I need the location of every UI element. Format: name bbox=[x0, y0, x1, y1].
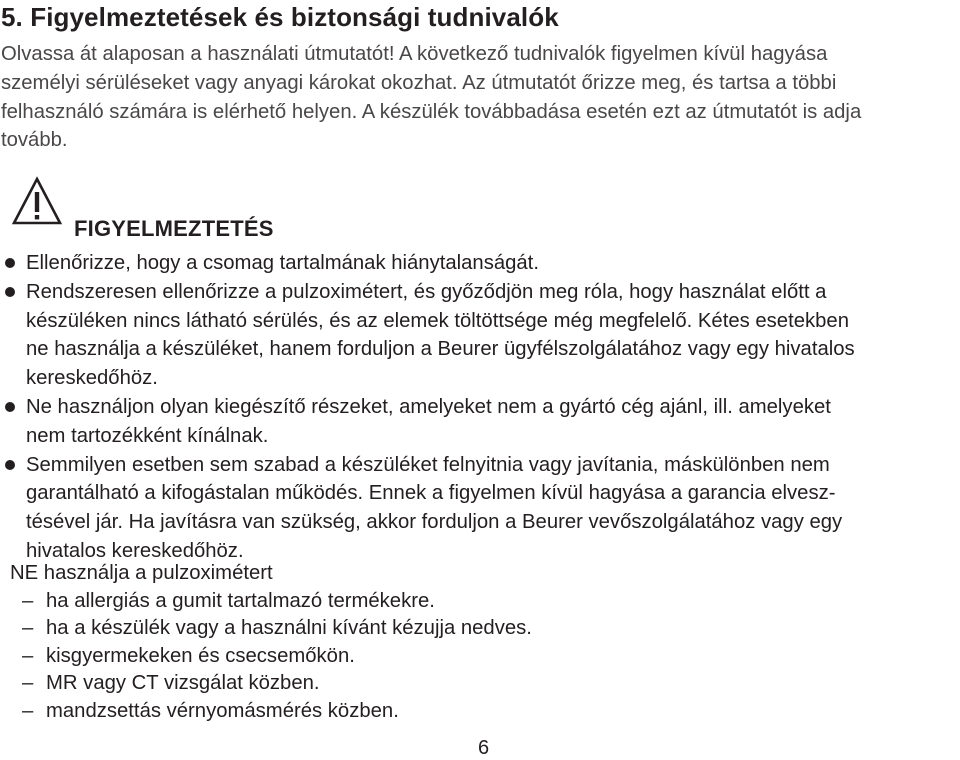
intro-line: Olvassa át alaposan a használati útmutatót! A következő tudnivalók figyelmen kívül hagyása bbox=[1, 43, 828, 65]
bullet-line: nem tartozékként kínálnak. bbox=[26, 424, 269, 447]
dash-list-text: mandzsettás vérnyomásmérés közben. bbox=[46, 699, 399, 722]
bullet-line: Semmilyen esetben sem szabad a készüléket felnyitnia vagy javítania, máskülönben nem bbox=[26, 453, 830, 476]
do-not-use-title: NE használja a pulzoximétert bbox=[10, 562, 273, 584]
bullet-line: Ne használjon olyan kiegészítő részeket, amelyeket nem a gyártó cég ajánl, ill. amelyeket bbox=[26, 395, 831, 418]
intro-line: tovább. bbox=[1, 129, 68, 152]
bullet-line: kereskedőhöz. bbox=[26, 367, 158, 390]
list-item bbox=[0, 249, 960, 278]
bullet-line: Ellenőrizze, hogy a csomag tartalmának hiánytalanságát. bbox=[26, 252, 539, 274]
intro-line: személyi sérüléseket vagy anyagi károkat okozhat. Az útmutatót őrizze meg, és tartsa a többi bbox=[1, 71, 837, 94]
bullet-line: tésével jár. Ha javításra van szükség, akkor forduljon a Beurer vevőszolgálatához vagy egy bbox=[26, 511, 843, 534]
intro-paragraph bbox=[1, 40, 951, 155]
dash-list-text: ha a készülék vagy a használni kívánt kézujja nedves. bbox=[46, 617, 532, 640]
dash-icon: – bbox=[22, 672, 34, 695]
bullet-line: ne használja a készüléket, hanem forduljon a Beurer ügyfélszolgálatához vagy egy hivatalos bbox=[26, 338, 855, 361]
section-heading: 5. Figyelmeztetések és biztonsági tudnivalók bbox=[1, 2, 559, 32]
dash-icon: – bbox=[22, 699, 34, 722]
dash-list-item bbox=[10, 588, 532, 616]
bullet-icon bbox=[5, 258, 15, 268]
bullet-line: garantálható a kifogástalan működés. Ennek a figyelmen kívül hagyása a garancia elvesz- bbox=[26, 482, 836, 505]
bullet-line: Rendszeresen ellenőrizze a pulzoximétert, és győződjön meg róla, hogy használat előtt a bbox=[26, 280, 827, 303]
list-item bbox=[0, 393, 960, 451]
list-item bbox=[0, 451, 960, 566]
dash-list-item bbox=[10, 615, 532, 643]
bullet-icon bbox=[5, 460, 15, 470]
dash-icon: – bbox=[22, 644, 34, 667]
warning-triangle-icon bbox=[11, 176, 63, 226]
warning-bullet-list bbox=[0, 249, 960, 566]
bullet-line: hivatalos kereskedőhöz. bbox=[26, 539, 244, 562]
intro-line: felhasználó számára is elérhető helyen. A készülék továbbadása esetén ezt az útmutatót is adja bbox=[1, 100, 862, 123]
warning-title: FIGYELMEZTETÉS bbox=[74, 216, 274, 241]
dash-list-text: ha allergiás a gumit tartalmazó termékekre. bbox=[46, 589, 435, 612]
dash-list-item bbox=[10, 698, 532, 726]
list-item bbox=[0, 278, 960, 393]
dash-icon: – bbox=[22, 617, 34, 640]
dash-list-text: MR vagy CT vizsgálat közben. bbox=[46, 672, 320, 695]
dash-list-item bbox=[10, 643, 532, 671]
bullet-icon bbox=[5, 402, 15, 412]
do-not-use-section bbox=[10, 560, 532, 726]
bullet-line: készüléken nincs látható sérülés, és az elemek töltöttsége még megfelelő. Kétes esetekben bbox=[26, 309, 849, 332]
dash-list-text: kisgyermekeken és csecsemőkön. bbox=[46, 644, 355, 667]
dash-icon: – bbox=[22, 589, 34, 612]
page-number: 6 bbox=[478, 737, 490, 759]
bullet-icon bbox=[5, 287, 15, 297]
dash-list-item bbox=[10, 670, 532, 698]
